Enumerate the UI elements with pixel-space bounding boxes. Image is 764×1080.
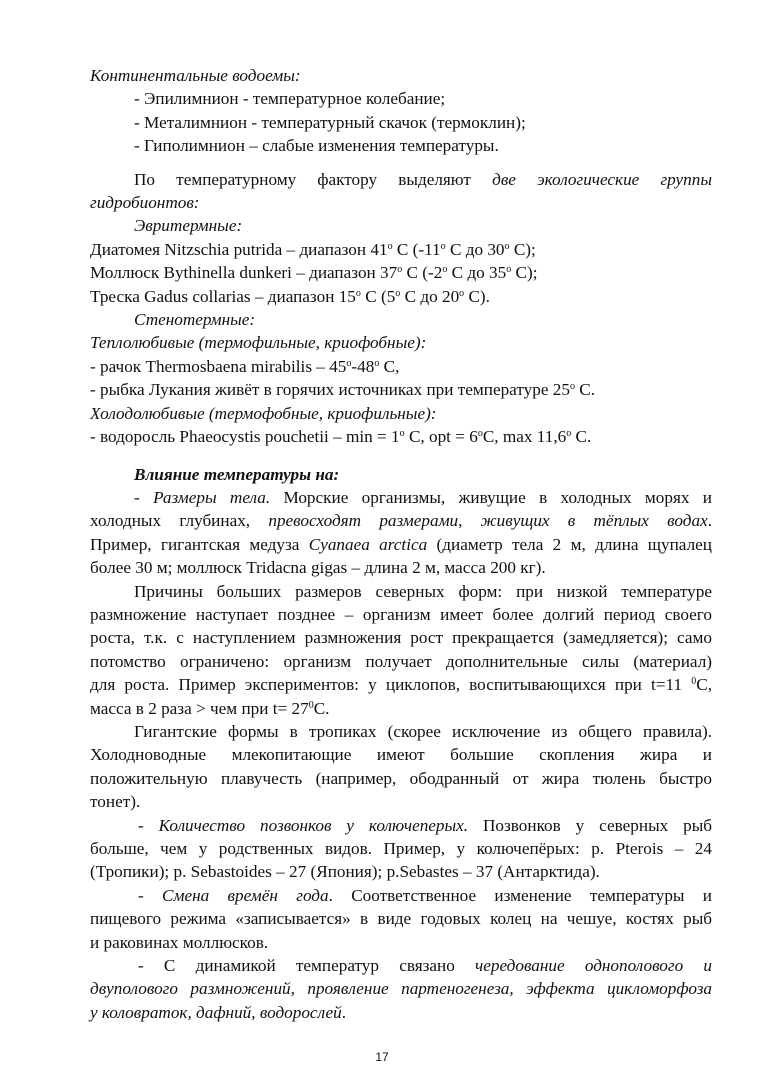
eurytherm-diatom: Диатомея Nitzschia putrida – диапазон 41$^o$ C (-11$^o$ C до 30$^o$ C); [90,239,536,259]
reasons-line-2: размножение наступает позднее – организм имеет более долгий период своего [90,604,712,624]
seasons-line-1: - Смена времён года. Соответственное изменение температуры и [138,885,712,905]
list-item: - Эпилимнион - температурное колебание; [134,89,446,109]
dynamics-line-2: двуполового размножений, проявление партеногенеза, эффекта цикломорфоза [90,979,712,999]
reasons-line-5: для роста. Пример экспериментов: у циклопов, воспитывающихся при t=11 $^0$C, [90,675,712,695]
tropics-line-4: тонет). [90,792,141,812]
groups-intro-line: По температурному фактору выделяют две экологические группы [134,169,713,189]
eurytherm-mollusk: Моллюск Bythinella dunkeri – диапазон 37$^o$ C (-2$^o$ C до 35$^o$ C); [90,263,538,283]
list-item: - Металимнион - температурный скачок (термоклин); [134,112,526,132]
stenotherm-heading: Стенотермные: [134,310,256,330]
size-line-1: - Размеры тела. Морские организмы, живущие в холодных морях и [134,487,713,507]
warm-heading: Теплолюбивые (термофильные, криофобные): [90,333,427,353]
vertebrae-line-1: - Количество позвонков у колючеперых. Позвонков у северных рыб [138,815,712,835]
vertebrae-line-3: (Тропики); р. Sebastoides – 27 (Япония); р.Sebastes – 37 (Антарктида). [90,862,600,882]
dynamics-line-1: - С динамикой температур связано чередование однополового и [138,956,712,976]
groups-intro-line-2: гидробионтов: [90,193,200,213]
list-item: - Гиполимнион – слабые изменения температуры. [134,136,499,156]
page-number: 17 [375,1050,389,1064]
warm-item-thermosbaena: - рачок Thermosbaena mirabilis – 45$^o$-48$^o$ C, [90,356,400,376]
reasons-line-4: потомство ограничено: организм получает дополнительные силы (материал) [90,651,712,671]
reasons-line-6: масса в 2 раза > чем при $t= 27^0C$. [90,698,330,718]
tropics-line-3: положительную плавучесть (например, ободранный от жира тюлень быстро [90,768,712,788]
warm-item-lukania: - рыбка Лукания живёт в горячих источниках при температуре 25$^o$ C. [90,380,596,400]
size-line-4: более 30 м; моллюск Tridacna gigas – длина 2 м, масса 200 кг). [90,558,546,578]
vertebrae-line-2: больше, чем у родственных видов. Пример, у колючепёрых: р. Pterois – 24 [90,839,712,858]
reasons-line-1: Причины больших размеров северных форм: при низкой температуре [134,581,712,601]
reasons-line-3: роста, т.к. с наступлением размножения рост прекращается (замедляется); само [90,628,712,648]
cold-heading: Холодолюбивые (термофобные, криофильные): [90,403,437,423]
tropics-line-2: Холодноводные млекопитающие имеют большие скопления жира и [90,745,712,765]
eurytherm-heading: Эвритермные: [134,216,243,236]
eurytherm-cod: Треска Gadus collarias – диапазон 15$^o$ C (5$^o$ C до 20$^o$ C). [90,286,490,306]
continental-heading: Континентальные водоемы: [90,66,301,85]
seasons-line-3: и раковинах моллюсков. [90,932,269,952]
cold-item-phaeocystis: - водоросль Phaeocystis pouchetii – $\min = 1^o$ C, opt = $6^oC$, max 11,6$^o$ C. [90,427,592,447]
tropics-line-1: Гигантские формы в тропиках (скорее исключение из общего правила). [134,721,712,741]
influence-heading: Влияние температуры на: [134,464,340,484]
size-line-2: холодных глубинах, превосходят размерами, живущих в тёплых водах. [90,511,712,531]
seasons-line-2: пищевого режима «записывается» в виде годовых колец на чешуе, костях рыб [90,909,712,929]
size-line-3: Пример, гигантская медуза Cyanaea arctica (диаметр тела 2 м, длина щупалец [90,534,712,554]
dynamics-line-3: у коловраток, дафний, водорослей. [90,1002,347,1022]
